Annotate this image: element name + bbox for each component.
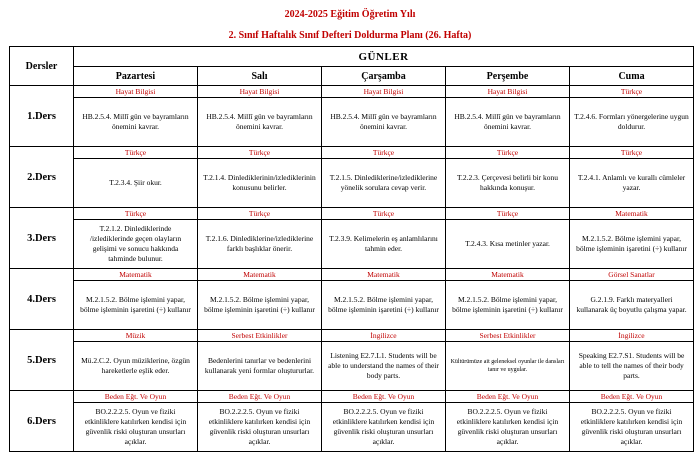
subject-label-friday: Türkçe — [570, 147, 694, 159]
subject-label-monday: Türkçe — [74, 147, 198, 159]
subject-label-wednesday: İngilizce — [322, 330, 446, 342]
subject-label-monday: Müzik — [74, 330, 198, 342]
subject-label-wednesday: Matematik — [322, 269, 446, 281]
subject-label-thursday: Matematik — [446, 269, 570, 281]
subject-label-tuesday: Serbest Etkinlikler — [198, 330, 322, 342]
subject-label-friday: Görsel Sanatlar — [570, 269, 694, 281]
gunler-header: GÜNLER — [74, 47, 694, 67]
outcome-text-thursday: HB.2.5.4. Millî gün ve bayramların önemini kavrar. — [446, 98, 570, 147]
lesson-label: 6.Ders — [10, 391, 74, 452]
subject-label-friday: Matematik — [570, 208, 694, 220]
lesson-label: 5.Ders — [10, 330, 74, 391]
outcome-text-tuesday: BO.2.2.2.5. Oyun ve fiziki etkinliklere katılırken kendisi için güvenlik riski oluşturan unsurları açıklar. — [198, 403, 322, 452]
subject-label-thursday: Türkçe — [446, 147, 570, 159]
description-row — [10, 281, 694, 330]
subject-label-wednesday: Türkçe — [322, 208, 446, 220]
outcome-text-wednesday: BO.2.2.2.5. Oyun ve fiziki etkinliklere katılırken kendisi için güvenlik riski oluşturan unsurları açıklar. — [322, 403, 446, 452]
outcome-text-wednesday: T.2.3.9. Kelimelerin eş anlamlılarını tahmin eder. — [322, 220, 446, 269]
outcome-text-wednesday: HB.2.5.4. Millî gün ve bayramların önemini kavrar. — [322, 98, 446, 147]
outcome-text-wednesday: T.2.1.5. Dinlediklerine/izlediklerine yönelik sorulara cevap verir. — [322, 159, 446, 208]
outcome-text-thursday: Kültürümüze ait geleneksel oyunlar ile dansları tanır ve uygular. — [446, 342, 570, 391]
outcome-text-friday: BO.2.2.2.5. Oyun ve fiziki etkinliklere katılırken kendisi için güvenlik riski oluşturan unsurları açıklar. — [570, 403, 694, 452]
outcome-text-thursday: M.2.1.5.2. Bölme işlemini yapar, bölme işleminin işaretini (÷) kullanır — [446, 281, 570, 330]
day-header-monday: Pazartesi — [74, 67, 198, 86]
lesson-label: 1.Ders — [10, 86, 74, 147]
outcome-text-wednesday: M.2.1.5.2. Bölme işlemini yapar, bölme işleminin işaretini (÷) kullanır — [322, 281, 446, 330]
outcome-text-friday: T.2.4.1. Anlamlı ve kurallı cümleler yazar. — [570, 159, 694, 208]
subject-label-tuesday: Hayat Bilgisi — [198, 86, 322, 98]
year-title: 2024-2025 Eğitim Öğretim Yılı — [284, 9, 416, 20]
description-row — [10, 159, 694, 208]
outcome-text-tuesday: T.2.1.6. Dinlediklerine/izlediklerine farklı başlıklar önerir. — [198, 220, 322, 269]
lesson-label: 3.Ders — [10, 208, 74, 269]
weekly-plan-table — [9, 46, 694, 452]
subject-label-tuesday: Beden Eğt. Ve Oyun — [198, 391, 322, 403]
outcome-text-tuesday: HB.2.5.4. Millî gün ve bayramların önemini kavrar. — [198, 98, 322, 147]
outcome-text-thursday: T.2.2.3. Çerçevesi belirli bir konu hakkında konuşur. — [446, 159, 570, 208]
subject-label-friday: Türkçe — [570, 86, 694, 98]
description-row — [10, 403, 694, 452]
subject-label-monday: Matematik — [74, 269, 198, 281]
subject-label-thursday: Serbest Etkinlikler — [446, 330, 570, 342]
subject-label-friday: İngilizce — [570, 330, 694, 342]
description-row — [10, 220, 694, 269]
subject-label-thursday: Hayat Bilgisi — [446, 86, 570, 98]
subject-label-thursday: Beden Eğt. Ve Oyun — [446, 391, 570, 403]
outcome-text-monday: HB.2.5.4. Millî gün ve bayramların önemini kavrar. — [74, 98, 198, 147]
outcome-text-tuesday: Bedenlerini tanırlar ve bedenlerini kullanarak yeni formlar oluştururlar. — [198, 342, 322, 391]
outcome-text-thursday: T.2.4.3. Kısa metinler yazar. — [446, 220, 570, 269]
subject-row — [10, 147, 694, 159]
dersler-header: Dersler — [10, 47, 74, 86]
subject-row — [10, 391, 694, 403]
subject-label-wednesday: Hayat Bilgisi — [322, 86, 446, 98]
outcome-text-friday: Speaking E2.7.S1. Students will be able to tell the names of their body parts. — [570, 342, 694, 391]
plan-title: 2. Sınıf Haftalık Sınıf Defteri Doldurma Planı (26. Hafta) — [228, 30, 472, 41]
outcome-text-tuesday: T.2.1.4. Dinlediklerinin/izlediklerinin konusunu belirler. — [198, 159, 322, 208]
outcome-text-friday: G.2.1.9. Farklı materyalleri kullanarak üç boyutlu çalışma yapar. — [570, 281, 694, 330]
day-header-friday: Cuma — [570, 67, 694, 86]
subject-label-wednesday: Türkçe — [322, 147, 446, 159]
outcome-text-monday: T.2.3.4. Şiir okur. — [74, 159, 198, 208]
subject-label-wednesday: Beden Eğt. Ve Oyun — [322, 391, 446, 403]
lesson-label: 4.Ders — [10, 269, 74, 330]
outcome-text-tuesday: M.2.1.5.2. Bölme işlemini yapar, bölme işleminin işaretini (÷) kullanır — [198, 281, 322, 330]
subject-label-thursday: Türkçe — [446, 208, 570, 220]
outcome-text-friday: M.2.1.5.2. Bölme işlemini yapar, bölme işleminin işaretini (÷) kullanır — [570, 220, 694, 269]
outcome-text-monday: M.2.1.5.2. Bölme işlemini yapar, bölme işleminin işaretini (÷) kullanır — [74, 281, 198, 330]
subject-label-friday: Beden Eğt. Ve Oyun — [570, 391, 694, 403]
outcome-text-monday: T.2.1.2. Dinlediklerinde /izlediklerinde geçen olayların gelişimi ve sonucu hakkında tahminde bulunur. — [74, 220, 198, 269]
outcome-text-thursday: BO.2.2.2.5. Oyun ve fiziki etkinliklere katılırken kendisi için güvenlik riski oluşturan unsurları açıklar. — [446, 403, 570, 452]
outcome-text-monday: BO.2.2.2.5. Oyun ve fiziki etkinliklere katılırken kendisi için güvenlik riski oluşturan unsurları açıklar. — [74, 403, 198, 452]
outcome-text-monday: Mü.2.C.2. Oyun müziklerine, özgün hareketlerle eşlik eder. — [74, 342, 198, 391]
subject-label-tuesday: Matematik — [198, 269, 322, 281]
subject-row — [10, 330, 694, 342]
lesson-label: 2.Ders — [10, 147, 74, 208]
outcome-text-friday: T.2.4.6. Formları yönergelerine uygun doldurur. — [570, 98, 694, 147]
plan-body — [10, 86, 694, 452]
description-row — [10, 98, 694, 147]
day-header-tuesday: Salı — [198, 67, 322, 86]
subject-label-monday: Beden Eğt. Ve Oyun — [74, 391, 198, 403]
subject-label-tuesday: Türkçe — [198, 147, 322, 159]
day-header-thursday: Perşembe — [446, 67, 570, 86]
subject-label-tuesday: Türkçe — [198, 208, 322, 220]
subject-label-monday: Hayat Bilgisi — [74, 86, 198, 98]
outcome-text-wednesday: Listening E2.7.L1. Students will be able to understand the names of their body parts. — [322, 342, 446, 391]
subject-row — [10, 86, 694, 98]
description-row — [10, 342, 694, 391]
day-header-wednesday: Çarşamba — [322, 67, 446, 86]
subject-label-monday: Türkçe — [74, 208, 198, 220]
subject-row — [10, 208, 694, 220]
subject-row — [10, 269, 694, 281]
